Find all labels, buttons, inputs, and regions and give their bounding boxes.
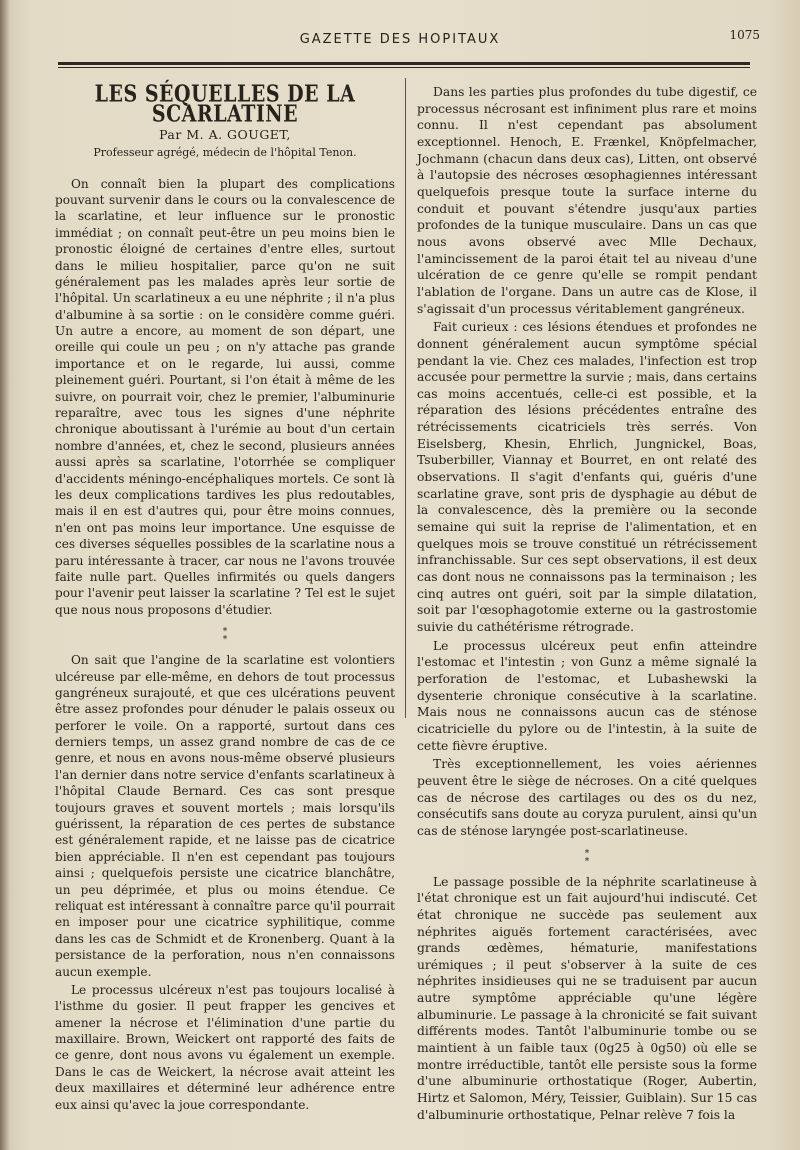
asterism-star: * <box>222 635 228 646</box>
paragraph: Très exceptionnellement, les voies aériennes peuvent être le siège de nécroses. On a cité quelques cas de nécrose des cartilages ou des os du nez, consécutifs sans doute au coryza purulent, ainsi qu'un cas de sténose laryngée post-scarlatineuse. <box>417 757 757 838</box>
journal-title: GAZETTE DES HOPITAUX <box>299 32 501 47</box>
paragraph: Le passage possible de la néphrite scarlatineuse à l'état chronique est un fait aujourd'hui indiscuté. Cet état chronique ne succède pas seulement aux néphrites aiguës fortement caractérisées, avec grands œdèmes, hématurie, manifestations urémiques ; il peut s'observer à la suite de ces néphrites insidieuses qui ne se traduisent par aucun autre symptôme appréciable qu'une légère albuminurie. Le passage à la chronicité se fait suivant différents modes. Tantôt l'albuminurie tombe ou se maintient à un faible taux (0g25 à 0g50) où elle se montre irréductible, tantôt elle persiste sous la forme d'une albuminurie orthostatique (Roger, Aubertin, Hirtz et Salomon, Méry, Teissier, Guiblain). Sur 15 cas d'albuminurie orthostatique, Pelnar relève 7 fois la <box>417 874 757 1122</box>
page-number: 1075 <box>729 28 760 42</box>
paragraph: Le processus ulcéreux n'est pas toujours localisé à l'isthme du gosier. Il peut frapper les gencives et amener la nécrose et l'élimination d'une partie du maxillaire. Brown, Weickert ont rapporté des faits de ce genre, dont nous avons vu également un exemple. Dans le cas de Weickert, la nécrose avait atteint les deux maxillaires et déterminé leur adhérence entre eux ainsi qu'avec la joue correspondante. <box>55 982 395 1112</box>
paragraph: Dans les parties plus profondes du tube digestif, ce processus nécrosant est infiniment plus rare et moins connu. Il n'est cependant pas absolument exceptionnel. Henoch, E. Frænkel, Knöpfelmacher, Jochmann (chacun dans deux cas), Litten, ont observé à l'autopsie des nécroses œsophagiennes intéressant quelquefois presque toute la surface interne du conduit et pouvant s'étendre jusqu'aux parties profondes de la tunique musculaire. Dans un cas que nous avons observé avec Mlle Dechaux, l'amincissement de la paroi était tel au niveau d'une ulcération de ce genre qu'elle se rompit pendant l'ablation de l'organe. Dans un autre cas de Klose, il s'agissait d'un processus véritablement gangréneux. <box>417 85 757 316</box>
asterism-star: * <box>584 856 590 867</box>
paragraph: On connaît bien la plupart des complications pouvant survenir dans le cours ou la convalescence de la scarlatine, et leur influence sur le pronostic immédiat ; on connaît peut-être un peu moins bien le pronostic éloigné de certaines d'entre elles, surtout dans le milieu hospitalier, parce qu'on ne suit généralement pas les malades après leur sortie de l'hôpital. Un scarlatineux a eu une néphrite ; il n'a plus d'albumine à sa sortie : on le considère comme guéri. Un autre a encore, au moment de son départ, une oreille qui coule un peu ; on n'y attache pas grande importance et on le regarde, lui aussi, comme pleinement guéri. Pourtant, si l'on était à même de les suivre, on pourrait voir, chez le premier, l'albuminurie reparaître, avec tous les signes d'une néphrite chronique aboutissant à l'urémie au bout d'un certain nombre d'années, et, chez le second, plusieurs années aussi après sa scarlatine, l'otorrhée se compliquer d'accidents méningo-encéphaliques mortels. Ce sont là les deux complications tardives les plus redoutables, mais il en est d'autres qui, pour être moins connues, n'en ont pas moins leur importance. Une esquisse de ces diverses séquelles possibles de la scarlatine nous a paru intéressante à tracer, car nous ne l'avons trouvée faite nulle part. Quelles infirmités ou quels dangers pour l'avenir peut laisser la scarlatine ? Tel est le sujet que nous nous proposons d'étudier. <box>55 176 395 617</box>
running-head <box>60 28 760 52</box>
article-author: Par M. A. GOUGET, <box>159 126 291 142</box>
section-asterism <box>417 850 757 866</box>
right-column <box>417 84 757 1123</box>
asterism-star: * <box>222 627 228 638</box>
left-column <box>55 74 395 1113</box>
header-double-rule <box>58 62 750 68</box>
author-affiliation: Professeur agrégé, médecin de l'hôpital Tenon. <box>93 146 357 160</box>
paragraph: Le processus ulcéreux peut enfin atteindre l'estomac et l'intestin ; von Gunz a même signalé la perforation de l'estomac, et Lubashewski la dysenterie chronique consécutive à la scarlatine. Mais nous ne connaissons aucun cas de sténose cicatricielle du pylore ou de l'intestin, à la suite de cette fièvre éruptive. <box>417 638 757 753</box>
paragraph: Fait curieux : ces lésions étendues et profondes ne donnent généralement aucun symptôme spécial pendant la vie. Chez ces malades, l'infection est trop accusée pour permettre la survie ; mais, dans certains cas moins accentués, celle-ci est possible, et la réparation des lésions précédentes entraîne des rétrécissements cicatriciels très serrés. Von Eiselsberg, Khesin, Ehrlich, Jungnickel, Boas, Tsuberbiller, Viannay et Bourret, en ont relaté des observations. Il s'agit d'enfants qui, guéris d'une scarlatine grave, sont pris de dysphagie au début de la convalescence, dès la première ou la seconde semaine qui suit la reprise de l'alimentation, et en quelques mois se trouve constitué un rétrécissement infranchissable. Sur ces sept observations, il est deux cas dont nous ne connaissons pas la terminaison ; les cinq autres ont guéri, soit par la simple dilatation, soit par l'œsophagotomie externe ou la gastrostomie suivie du cathétérisme rétrograde. <box>417 320 757 634</box>
binding-gutter <box>0 0 10 1150</box>
asterism-star: * <box>584 848 590 859</box>
paragraph: On sait que l'angine de la scarlatine est volontiers ulcéreuse par elle-même, en dehors de tout processus gangréneux surajouté, et que ces ulcérations peuvent être assez profondes pour dénuder le palais osseux ou perforer le voile. On a rapporté, surtout dans ces derniers temps, un assez grand nombre de cas de ce genre, et nous en avons nous-même observé plusieurs l'an dernier dans notre service d'enfants scarlatineux à l'hôpital Claude Bernard. Ces cas sont presque toujours graves et souvent mortels ; mais lorsqu'ils guérissent, la réparation de ces pertes de substance est généralement rapide, et ne laisse pas de cicatrice bien appréciable. Il n'en est cependant pas toujours ainsi ; quelquefois persiste une cicatrice blanchâtre, un peu déprimée, et plus ou moins étendue. Ce reliquat est intéressant à connaître parce qu'il pourrait en imposer pour une cicatrice syphilitique, comme dans les cas de Schmidt et de Kronenberg. Quant à la persistance de la perforation, nous n'en connaissons aucun exemple. <box>55 653 395 979</box>
column-divider <box>405 78 406 718</box>
section-asterism <box>55 628 395 644</box>
article-title: LES SÉQUELLES DE LA SCARLATINE <box>94 80 356 129</box>
